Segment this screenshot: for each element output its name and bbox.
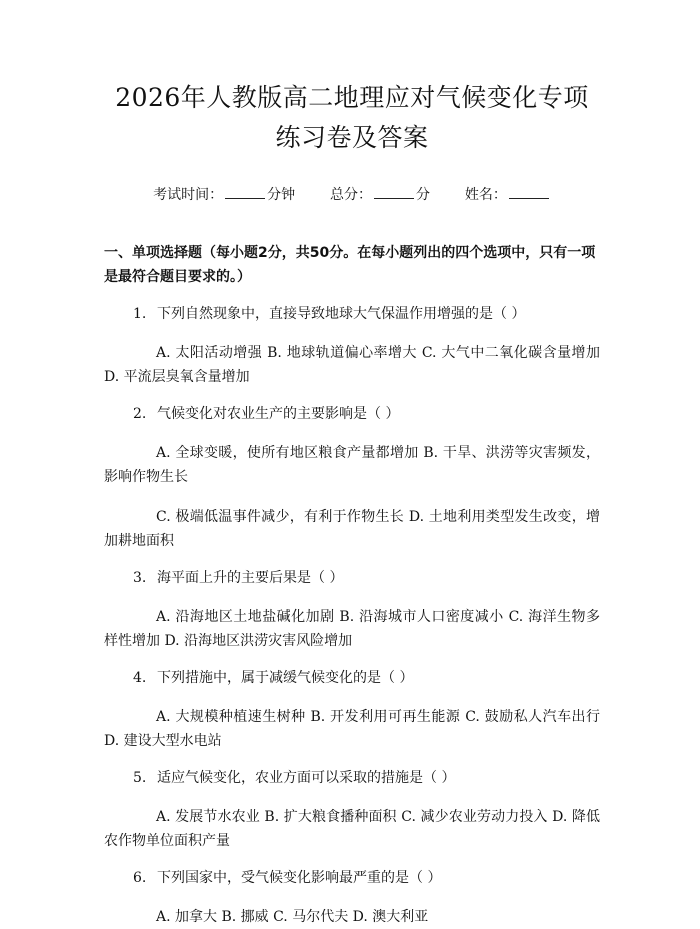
- question-number: 3.: [133, 570, 147, 586]
- name-label: 姓名：: [464, 187, 507, 203]
- score-label: 总分：: [330, 187, 372, 203]
- question-number: 2.: [133, 406, 147, 422]
- score-unit: 分: [416, 187, 430, 203]
- score-blank: [374, 184, 414, 199]
- question-options: A. 太阳活动增强 B. 地球轨道偏心率增大 C. 大气中二氧化碳含量增加 D. 平流层臭氧含量增加: [104, 345, 600, 385]
- question-options: C. 极端低温事件减少，有利于作物生长 D. 土地利用类型发生改变，增加耕地面积: [104, 509, 600, 549]
- question-stem: 适应气候变化，农业方面可以采取的措施是（ ）: [157, 770, 456, 786]
- question-stem: 气候变化对农业生产的主要影响是（ ）: [157, 406, 400, 422]
- question-options: A. 发展节水农业 B. 扩大粮食播种面积 C. 减少农业劳动力投入 D. 降低农作物单位面积产量: [104, 809, 600, 849]
- page-title: 2026年人教版高二地理应对气候变化专项练习卷及答案: [115, 83, 589, 152]
- question-3: [104, 567, 600, 653]
- question-2: [104, 403, 600, 553]
- question-1: [104, 303, 600, 389]
- question-options: A. 加拿大 B. 挪威 C. 马尔代夫 D. 澳大利亚: [156, 909, 429, 925]
- question-number: 6.: [133, 870, 147, 886]
- time-label: 考试时间：: [153, 187, 224, 203]
- question-number: 5.: [133, 770, 147, 786]
- section-heading: 一、单项选择题（每小题2分，共50分。在每小题列出的四个选项中，只有一项是最符合题目要求的。）: [104, 245, 596, 285]
- question-5: [104, 767, 600, 853]
- question-stem: 下列措施中，属于减缓气候变化的是（ ）: [157, 670, 414, 686]
- question-stem: 海平面上升的主要后果是（ ）: [157, 570, 344, 586]
- question-4: [104, 667, 600, 753]
- question-6: [104, 867, 600, 929]
- name-blank: [509, 184, 549, 199]
- question-stem: 下列自然现象中，直接导致地球大气保温作用增强的是（ ）: [157, 306, 526, 322]
- question-number: 4.: [133, 670, 147, 686]
- time-blank: [225, 184, 265, 199]
- question-number: 1.: [133, 306, 147, 322]
- question-stem: 下列国家中，受气候变化影响最严重的是（ ）: [157, 870, 442, 886]
- question-options: A. 沿海地区土地盐碱化加剧 B. 沿海城市人口密度减小 C. 海洋生物多样性增加 D. 沿海地区洪涝灾害风险增加: [104, 609, 600, 649]
- question-options: A. 全球变暖，使所有地区粮食产量都增加 B. 干旱、洪涝等灾害频发，影响作物生长: [104, 445, 600, 485]
- question-list: [104, 303, 600, 929]
- question-options: A. 大规模种植速生树种 B. 开发利用可再生能源 C. 鼓励私人汽车出行 D. 建设大型水电站: [104, 709, 600, 749]
- time-unit: 分钟: [267, 187, 296, 203]
- exam-meta: [104, 184, 600, 205]
